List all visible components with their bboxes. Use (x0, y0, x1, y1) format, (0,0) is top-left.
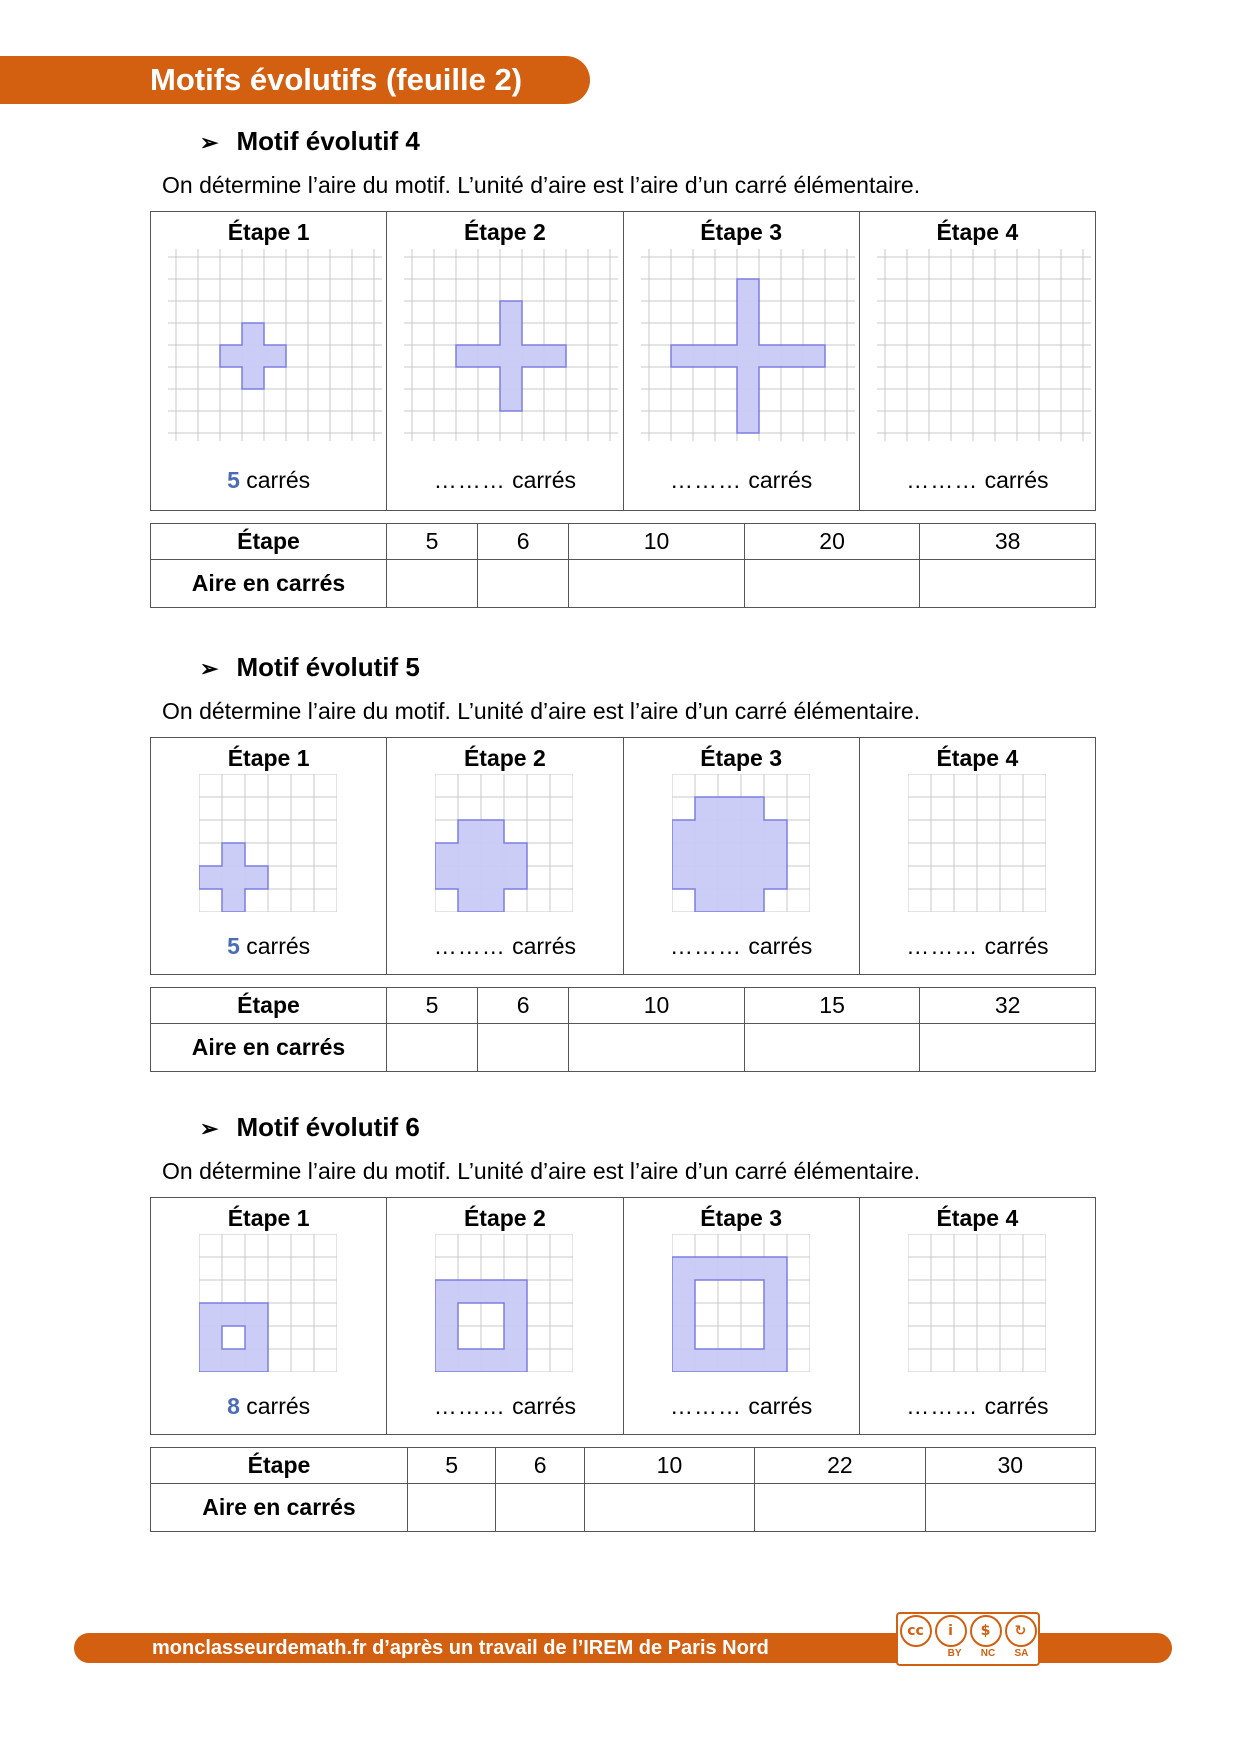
license-badge[interactable] (896, 1612, 1040, 1666)
stage-name: Étape 2 (463, 745, 546, 771)
stage-4-cell (859, 738, 1095, 975)
arrow-bullet-icon: ➢ (200, 656, 219, 681)
stage-count: ……… carrés (433, 1393, 577, 1419)
arrow-bullet-icon: ➢ (200, 1116, 219, 1141)
stage-name: Étape 1 (227, 745, 310, 771)
step-header: Étape (151, 1448, 408, 1484)
step-value: 32 (920, 988, 1096, 1024)
blank-dots: ……… (669, 467, 742, 493)
area-answer-cell[interactable] (478, 1024, 569, 1072)
intro-text: On détermine l’aire du motif. L’unité d’aire est l’aire d’un carré élémentaire. (162, 1158, 921, 1184)
stage-2-cell (387, 212, 623, 511)
arrow-bullet-icon: ➢ (200, 130, 219, 155)
by-icon: i (935, 1615, 967, 1647)
stage-3-cell (623, 1198, 859, 1435)
motif-shape (199, 1303, 268, 1372)
stage-name: Étape 1 (227, 1205, 310, 1231)
blank-dots: ……… (433, 467, 506, 493)
blank-dots: ……… (433, 933, 506, 959)
count-value: 5 (227, 467, 240, 493)
area-answer-cell[interactable] (569, 1024, 745, 1072)
stage-3-cell (623, 212, 859, 511)
area-answer-cell[interactable] (744, 560, 920, 608)
blank-dots: ……… (669, 1393, 742, 1419)
license-label: BY (947, 1648, 962, 1659)
step-header: Étape (151, 524, 387, 560)
license-label: NC (980, 1648, 996, 1659)
area-answer-cell[interactable] (920, 1024, 1096, 1072)
step-value: 10 (569, 988, 745, 1024)
area-answer-cell[interactable] (408, 1484, 496, 1532)
stage-count: ……… carrés (433, 933, 577, 959)
blank-dots: ……… (433, 1393, 506, 1419)
stage-2-cell (387, 1198, 623, 1435)
step-value: 10 (569, 524, 745, 560)
area-answer-cell[interactable] (744, 1024, 920, 1072)
step-value: 5 (387, 524, 478, 560)
stage-4-cell (859, 212, 1095, 511)
grid-figure (877, 249, 1091, 441)
step-value: 30 (925, 1448, 1095, 1484)
stage-count: ……… carrés (433, 467, 577, 493)
grid-figure (199, 1234, 337, 1372)
stages-table (150, 211, 1096, 511)
stage-4-cell (859, 1198, 1095, 1435)
area-header: Aire en carrés (151, 560, 387, 608)
stage-name: Étape 3 (700, 745, 783, 771)
motif-shape (456, 301, 566, 411)
count-value: 5 (227, 933, 240, 959)
stage-1-cell (151, 738, 387, 975)
motif-shape (672, 1257, 787, 1372)
step-value: 15 (744, 988, 920, 1024)
area-header: Aire en carrés (151, 1484, 408, 1532)
grid-figure (168, 249, 382, 441)
section-heading: ➢ Motif évolutif 6 (200, 1112, 420, 1142)
intro-text: On détermine l’aire du motif. L’unité d’aire est l’aire d’un carré élémentaire. (162, 172, 921, 198)
step-header: Étape (151, 988, 387, 1024)
motif-shape (435, 820, 527, 912)
stages-table (150, 737, 1096, 975)
area-answer-cell[interactable] (920, 560, 1096, 608)
step-value: 5 (408, 1448, 496, 1484)
blank-dots: ……… (906, 933, 979, 959)
grid-figure (672, 774, 810, 912)
stage-count: ……… carrés (906, 933, 1049, 959)
grid-figure (908, 1234, 1046, 1372)
stages-table (150, 1197, 1096, 1435)
area-answer-cell[interactable] (387, 1024, 478, 1072)
motif-shape (671, 279, 825, 433)
area-answer-cell[interactable] (478, 560, 569, 608)
stage-count: 5 carrés (227, 933, 311, 959)
grid-figure (435, 774, 573, 912)
section-heading: ➢ Motif évolutif 5 (200, 652, 420, 682)
nc-icon: $ (970, 1615, 1002, 1647)
stage-1-cell (151, 212, 387, 511)
step-value: 6 (496, 1448, 584, 1484)
stage-3-cell (623, 738, 859, 975)
grid-figure (672, 1234, 810, 1372)
page-title: Motifs évolutifs (feuille 2) (150, 62, 523, 97)
motif-shape (220, 323, 286, 389)
area-header: Aire en carrés (151, 1024, 387, 1072)
stage-count: ……… carrés (669, 1393, 813, 1419)
step-value: 22 (755, 1448, 925, 1484)
motif-shape (199, 843, 268, 912)
blank-dots: ……… (906, 1393, 979, 1419)
footer-text: monclasseurdemath.fr d’après un travail de l’IREM de Paris Nord (152, 1637, 769, 1659)
stage-name: Étape 2 (463, 1205, 546, 1231)
count-value: 8 (227, 1393, 240, 1419)
values-table (150, 523, 1096, 608)
grid-figure (641, 249, 855, 441)
grid-figure (404, 249, 618, 441)
stage-name: Étape 4 (936, 219, 1019, 245)
stage-name: Étape 4 (936, 745, 1019, 771)
stage-count: ……… carrés (669, 467, 813, 493)
step-value: 38 (920, 524, 1096, 560)
stage-1-cell (151, 1198, 387, 1435)
stage-count: 5 carrés (227, 467, 311, 493)
title-banner (0, 56, 590, 104)
area-answer-cell[interactable] (925, 1484, 1095, 1532)
grid-figure (908, 774, 1046, 912)
cc-icon: cc (900, 1615, 932, 1647)
step-value: 5 (387, 988, 478, 1024)
area-answer-cell[interactable] (387, 560, 478, 608)
step-value: 6 (478, 524, 569, 560)
area-answer-cell[interactable] (584, 1484, 754, 1532)
step-value: 6 (478, 988, 569, 1024)
stage-count: ……… carrés (669, 933, 813, 959)
motif-shape (672, 797, 787, 912)
area-answer-cell[interactable] (496, 1484, 584, 1532)
stage-count: ……… carrés (906, 1393, 1049, 1419)
grid-figure (199, 774, 337, 912)
grid-figure (435, 1234, 573, 1372)
blank-dots: ……… (906, 467, 979, 493)
area-answer-cell[interactable] (755, 1484, 925, 1532)
sa-icon: ↻ (1005, 1615, 1037, 1647)
values-table (150, 987, 1096, 1072)
step-value: 20 (744, 524, 920, 560)
values-table (150, 1447, 1096, 1532)
stage-name: Étape 1 (227, 219, 310, 245)
license-label: SA (1014, 1648, 1029, 1659)
blank-dots: ……… (669, 933, 742, 959)
stage-name: Étape 2 (463, 219, 546, 245)
intro-text: On détermine l’aire du motif. L’unité d’aire est l’aire d’un carré élémentaire. (162, 698, 921, 724)
step-value: 10 (584, 1448, 754, 1484)
stage-name: Étape 3 (700, 219, 783, 245)
area-answer-cell[interactable] (569, 560, 745, 608)
stage-count: 8 carrés (227, 1393, 311, 1419)
stage-count: ……… carrés (906, 467, 1049, 493)
stage-2-cell (387, 738, 623, 975)
stage-name: Étape 3 (700, 1205, 783, 1231)
stage-name: Étape 4 (936, 1205, 1019, 1231)
section-heading: ➢ Motif évolutif 4 (200, 126, 420, 156)
